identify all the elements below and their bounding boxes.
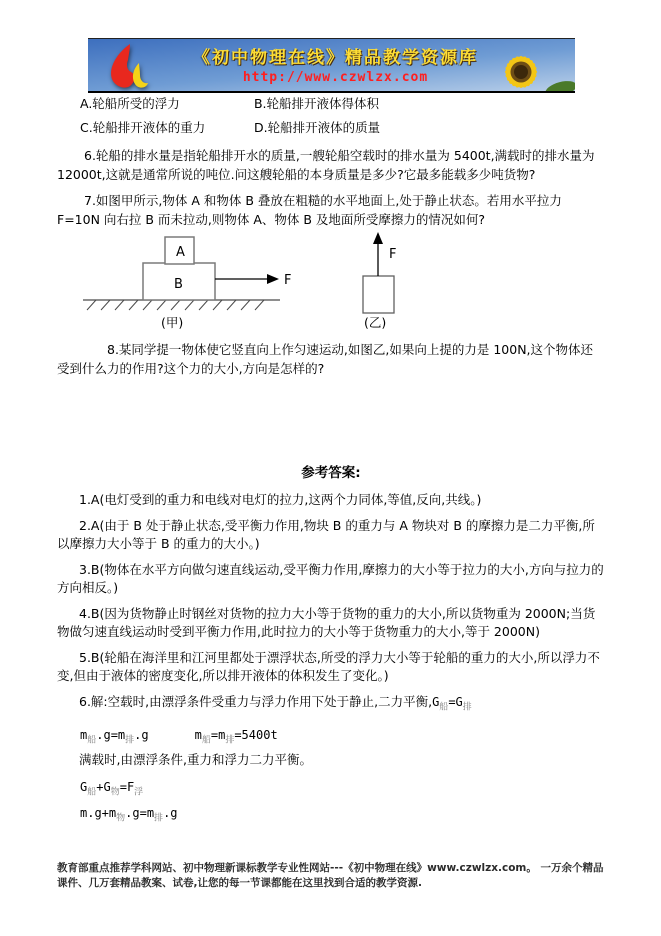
document-body bbox=[57, 95, 605, 824]
banner-title: 《初中物理在线》精品教学资源库 bbox=[193, 48, 478, 68]
force-arrow-yi bbox=[373, 232, 383, 276]
block-yi bbox=[363, 276, 394, 313]
answer-1: 1.A(电灯受到的重力和电线对电灯的拉力,这两个力同体,等值,反向,共线。) bbox=[79, 492, 482, 507]
site-banner bbox=[88, 38, 575, 93]
sunflower-icon bbox=[487, 43, 575, 91]
block-a-label: A bbox=[176, 245, 185, 260]
answer-6-intro bbox=[57, 693, 605, 711]
answer-6-text: 6.解:空载时,由漂浮条件受重力与浮力作用下处于静止,二力平衡, bbox=[79, 694, 433, 709]
figure-jia-yi bbox=[57, 230, 605, 332]
formula-m-empty-2: $m_船=m_排=5400t$ bbox=[194, 728, 278, 746]
answer-4: 4.B(因为货物静止时钢丝对货物的拉力大小等于货物的重力的大小,所以货物重为 2000N;当货物做匀速直线运动时受到平衡力作用,此时拉力的大小等于货物重力的大小,等于 2000N) bbox=[57, 606, 596, 639]
formula-m-empty-1: $m_船.g=m_排.g$ bbox=[80, 728, 149, 746]
question-8: 8.某同学提一物体使它竖直向上作匀速运动,如图乙,如果向上提的力是 100N,这个物体还受到什么力的作用?这个力的大小,方向是怎样的? bbox=[57, 342, 594, 376]
physics-figure bbox=[83, 230, 423, 332]
formula-line-mass bbox=[57, 727, 605, 746]
force-arrow-jia bbox=[215, 274, 279, 284]
answer-2: 2.A(由于 B 处于静止状态,受平衡力作用,物块 B 的重力与 A 物块对 B 的摩擦力是二力平衡,所以摩擦力大小等于 B 的重力的大小。) bbox=[57, 518, 595, 551]
options-row-ab bbox=[57, 95, 605, 113]
option-b: B.轮船排开液体得体积 bbox=[253, 96, 380, 111]
option-c: C.轮船排开液体的重力 bbox=[80, 120, 206, 135]
caption-yi: (乙) bbox=[364, 315, 387, 330]
force-label-yi: F bbox=[389, 247, 397, 262]
block-b-label: B bbox=[174, 277, 183, 292]
banner-text-block bbox=[188, 43, 483, 85]
force-label-jia: F bbox=[284, 273, 292, 288]
question-7: 7.如图甲所示,物体 A 和物体 B 叠放在粗糙的水平地面上,处于静止状态。若用水平拉力 F=10N 向右拉 B 而未拉动,则物体 A、物体 B 及地面所受摩擦力的情况如何? bbox=[57, 193, 562, 227]
formula-g-full: $G_船+G_物=F_浮$ bbox=[80, 780, 144, 798]
formula-g-empty: $G_船=G_排$ bbox=[432, 695, 472, 713]
formula-line-weight bbox=[57, 779, 605, 798]
answer-3: 3.B(物体在水平方向做匀速直线运动,受平衡力作用,摩擦力的大小等于拉力的大小,方向与拉力的方向相反。) bbox=[57, 562, 604, 595]
ground-hatching bbox=[87, 300, 264, 310]
option-a: A.轮船所受的浮力 bbox=[80, 96, 180, 111]
answer-5: 5.B(轮船在海洋里和江河里都处于漂浮状态,所受的浮力大小等于轮船的重力的大小,所以浮力不变,但由于液体的密度变化,所以排开液体的体积发生了变化。) bbox=[57, 650, 600, 683]
footer-text: 教育部重点推荐学科网站、初中物理新课标教学专业性网站---《初中物理在线》www.czwlzx.com。 一万余个精品课件、几万套精品教案、试卷,让您的每一节课都能在这里找到合适的教学资源. bbox=[57, 862, 604, 889]
formula-line-mass-full bbox=[57, 805, 605, 824]
answer-6-full-load: 满载时,由漂浮条件,重力和浮力二力平衡。 bbox=[79, 752, 312, 767]
answers-heading: 参考答案: bbox=[301, 465, 361, 481]
option-d: D.轮船排开液体的质量 bbox=[253, 120, 381, 135]
formula-m-full: $m.g+m_物.g=m_排.g$ bbox=[80, 806, 178, 824]
flame-logo-icon bbox=[102, 42, 152, 90]
options-row-cd bbox=[57, 119, 605, 137]
question-6: 6.轮船的排水量是指轮船排开水的质量,一艘轮船空载时的排水量为 5400t,满载时的排水量为 12000t,这就是通常所说的吨位.问这艘轮船的本身质量是多少?它最多能载多少吨货物? bbox=[57, 148, 595, 182]
caption-jia: (甲) bbox=[161, 315, 184, 330]
banner-url: http://www.czwlzx.com bbox=[242, 70, 429, 85]
